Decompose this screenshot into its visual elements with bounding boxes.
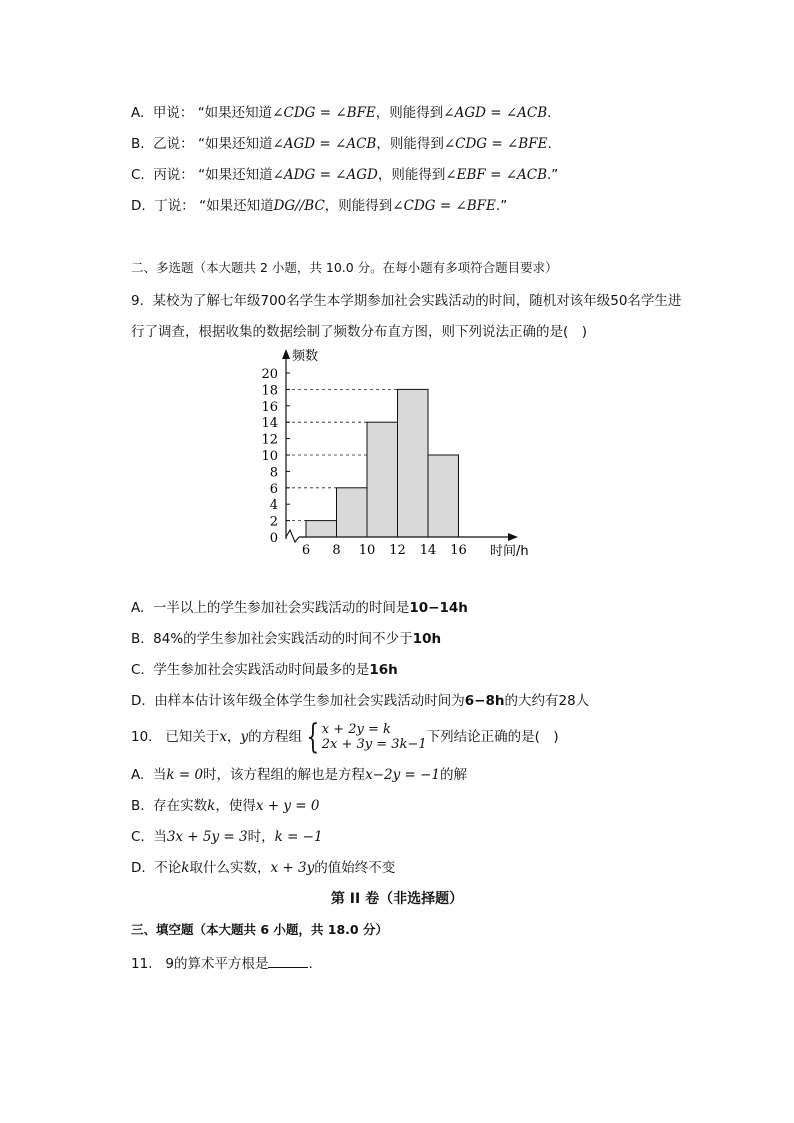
histogram-bar: [306, 521, 337, 537]
q10-option-c: C. 当3x + 5y = 3时，k = −1: [131, 829, 323, 845]
y-tick-label: 10: [261, 449, 278, 464]
y-axis-title: 频数: [292, 349, 319, 364]
y-tick-label: 18: [261, 383, 278, 399]
left-brace-icon: {: [306, 717, 320, 757]
x-axis-arrow-icon: [508, 533, 518, 541]
y-tick-label: 20: [261, 367, 278, 382]
y-tick-label: 4: [269, 498, 278, 514]
y-tick-label: 12: [261, 432, 278, 448]
q9-option-d: D. 由样本估计该年级全体学生参加社会实践活动时间为6−8h的大约有28人: [131, 693, 590, 709]
x-tick-label: 16: [450, 543, 467, 558]
axis-break-icon: [286, 530, 299, 542]
x-tick-label: 14: [419, 543, 437, 558]
q10-option-b: B. 存在实数k，使得x + y = 0: [131, 798, 320, 814]
q8-option-c: C. 丙说： “如果还知道∠ADG = ∠AGD，则能得到∠EBF = ∠ACB.”: [131, 167, 559, 183]
histogram-bar: [337, 488, 368, 537]
y-tick-label: 2: [269, 514, 278, 530]
histogram-bar: [428, 455, 459, 537]
part-2-title: 第 II 卷（非选择题）: [330, 891, 464, 907]
q9-option-b: B. 84%的学生参加社会实践活动的时间不少于10h: [131, 631, 442, 647]
q8-option-b: B. 乙说： “如果还知道∠AGD = ∠ACB，则能得到∠CDG = ∠BFE.: [131, 136, 552, 152]
q10-option-d: D. 不论k取什么实数，x + 3y的值始终不变: [131, 860, 396, 876]
histogram-bar: [367, 422, 398, 537]
answer-blank[interactable]: [268, 954, 308, 968]
x-tick-label: 8: [332, 543, 341, 558]
frequency-histogram: [250, 343, 540, 563]
q8-option-a: A. 甲说： “如果还知道∠CDG = ∠BFE，则能得到∠AGD = ∠ACB.: [131, 105, 552, 121]
q8-option-d: D. 丁说： “如果还知道DG//BC，则能得到∠CDG = ∠BFE.”: [131, 198, 508, 214]
q10-option-a: A. 当k = 0时，该方程组的解也是方程x−2y = −1的解: [131, 767, 467, 783]
y-tick-label: 6: [269, 481, 278, 497]
section-3-heading: 三、填空题（本大题共 6 小题，共 18.0 分）: [131, 922, 388, 937]
histogram-bar: [398, 389, 429, 537]
x-tick-label: 10: [358, 543, 376, 558]
y-tick-label: 8: [269, 465, 278, 481]
equation-system: { x + 2y = k 2x + 3y = 3k−1: [306, 717, 427, 757]
y-axis-arrow-icon: [282, 349, 290, 359]
q9-stem-line1: 9. 某校为了解七年级700名学生本学期参加社会实践活动的时间，随机对该年级50名学生进: [131, 293, 682, 309]
q10-stem: 10. 已知关于x，y的方程组 { x + 2y = k 2x + 3y = 3k−1下列结论正确的是( ): [131, 717, 559, 757]
x-tick-label: 12: [389, 543, 406, 558]
y-tick-label: 16: [261, 399, 278, 415]
q9-option-a: A. 一半以上的学生参加社会实践活动的时间是10−14h: [131, 600, 468, 616]
x-tick-label: 6: [301, 543, 311, 558]
section-2-heading: 二、多选题（本大题共 2 小题，共 10.0 分。在每小题有多项符合题目要求）: [131, 260, 558, 275]
q9-option-c: C. 学生参加社会实践活动时间最多的是16h: [131, 662, 398, 678]
x-axis-title: 时间/h: [490, 544, 529, 559]
y-tick-label: 0: [269, 531, 278, 546]
q11-stem: 11. 9的算术平方根是 .: [131, 956, 313, 972]
y-tick-label: 14: [261, 416, 278, 432]
q9-stem-line2: 行了调查，根据收集的数据绘制了频数分布直方图，则下列说法正确的是( ): [131, 324, 588, 340]
